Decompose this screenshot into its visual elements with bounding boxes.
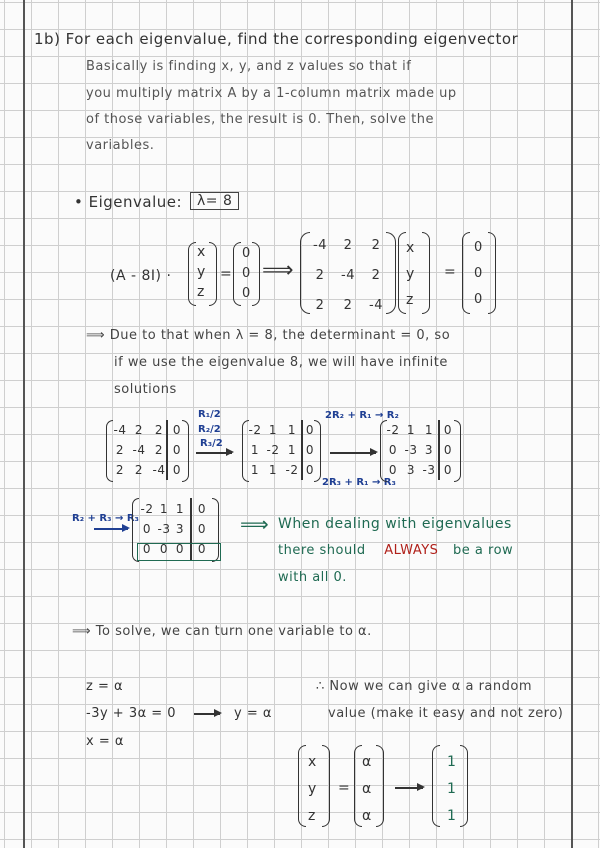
step-arrow [194,713,220,715]
step-eq: -3y + 3α = 0 [86,706,177,721]
matrix-cell: 0 [172,443,182,457]
callout-always: ALWAYS [384,543,439,558]
eigenvector-bracket-right [460,745,468,827]
intro-line-2: you multiply matrix A by a 1-column matrix made up [86,86,457,101]
final-z: z [308,808,316,824]
callout-line-1: When dealing with eigenvalues [278,516,512,532]
op-2r3-plus-r1: 2R₃ + R₁ → R₃ [322,477,396,488]
zero-3: 0 [242,286,251,301]
aug3-bracket-right [454,420,461,482]
eigenvector-bracket-left [432,745,440,827]
var-y-2: y [406,266,415,282]
matrix-cell: 0 [197,502,207,516]
note-line-2: if we use the eigenvalue 8, we will have infinite [114,355,448,370]
matrix-cell: 1 [287,423,297,437]
coefficient-matrix [306,238,390,313]
vector-bracket-right [209,242,217,306]
matrix-cell: 1 [287,443,297,457]
matrix-cell: 2 [134,423,144,437]
augmented-column-3 [442,423,454,477]
alpha-2: α [362,781,372,797]
op-r3-div2: R₃/2 [200,438,223,449]
matrix-cell: -3 [157,522,171,536]
matrix-cell: 3 [175,522,185,536]
matrix-cell: 0 [172,423,182,437]
matrix-cell: 2 [371,238,381,253]
section-heading: 1b) For each eigenvalue, find the corresponding eigenvector [34,30,519,48]
matrix-cell: 2 [134,463,144,477]
var-vector-bracket-left [398,232,406,314]
matrix-cell: 0 [197,542,207,556]
matrix-cell: 2 [315,298,325,313]
result-bracket-right [488,232,496,314]
op-r2-plus-r3: R₂ + R₃ → R₃ [72,513,139,524]
zero-vector-bracket-left [233,242,241,306]
final-equals: = [338,780,351,796]
intro-line-1: Basically is finding x, y, and z values so that if [86,59,412,74]
alpha-bracket-left [354,745,362,827]
right-margin-line [571,0,573,848]
matrix-cell: 1 [406,423,416,437]
matrix-cell: -3 [404,443,418,457]
matrix-cell: 0 [159,542,169,556]
augment-divider [301,420,303,480]
final-var-bracket-right [322,745,330,827]
op-2r2-plus-r1: 2R₂ + R₁ → R₂ [325,410,399,421]
vector-bracket-left [188,242,196,306]
matrix-cell: 0 [305,463,315,477]
matrix-cell: 0 [388,443,398,457]
matrix-cell: -4 [369,298,383,313]
intro-line-4: variables. [86,138,155,153]
matrix-cell: 1 [268,423,278,437]
matrix-cell: 2 [154,443,164,457]
matrix-cell: -2 [140,502,154,516]
alpha-3: α [362,808,372,824]
augment-divider [438,420,440,480]
augmented-matrix-1 [110,423,170,477]
matrix-cell: 0 [305,443,315,457]
matrix-cell: 2 [115,463,125,477]
matrix-cell: 2 [371,268,381,283]
matrix-cell: 0 [443,423,453,437]
callout-line-2-post: be a row [453,543,514,558]
matrix-cell: -4 [152,463,166,477]
now-line-1: ∴ Now we can give α a random [316,679,533,694]
zero-vector-bracket-right [252,242,260,306]
matrix-cell: -4 [113,423,127,437]
note-line-1: ⟹ Due to that when λ = 8, the determinant = 0, so [86,328,451,343]
eigenvector-3: 1 [447,808,457,824]
var-z: z [197,284,205,300]
matrix-cell: 0 [175,542,185,556]
result-bracket-left [462,232,470,314]
zero-row-highlight [137,543,221,561]
alpha-bracket-right [376,745,384,827]
final-x: x [308,754,317,770]
final-arrow [395,787,423,789]
solve-line: ⟹ To solve, we can turn one variable to α. [72,624,372,639]
matrix-cell: 2 [154,423,164,437]
matrix-cell: 1 [175,502,185,516]
matrix-cell: 0 [443,463,453,477]
op-r2-div2: R₂/2 [198,424,221,435]
matrix-cell: -4 [341,268,355,283]
result-zero-3: 0 [474,292,483,307]
reduce-arrow-1 [196,452,232,454]
reduce-arrow-2 [330,452,376,454]
matrix-cell: 0 [172,463,182,477]
callout-arrow: ⟹ [240,512,270,536]
matrix-cell: -4 [313,238,327,253]
equals-1: = [220,266,233,282]
augmented-matrix-2 [246,423,302,477]
equals-2: = [444,264,457,280]
final-var-bracket-left [298,745,306,827]
matrix-cell: 2 [343,298,353,313]
left-margin-line [23,0,25,848]
equation-lhs: (A - 8I) · [110,268,172,284]
result-zero-2: 0 [474,266,483,281]
matrix-cell: -2 [266,443,280,457]
alpha-1: α [362,754,372,770]
note-line-3: solutions [114,382,177,397]
result-zero-1: 0 [474,240,483,255]
zero-1: 0 [242,246,251,261]
step-x: x = α [86,734,124,749]
matrix-cell: 0 [142,522,152,536]
var-vector-bracket-right [422,232,430,314]
matrix-cell: 1 [159,502,169,516]
implies-arrow: ⟹ [262,258,295,283]
step-z: z = α [86,679,124,694]
aug2-bracket-right [314,420,321,482]
matrix-cell: -4 [132,443,146,457]
callout-line-2 [278,543,513,558]
aug1-bracket-right [182,420,189,482]
var-z-2: z [406,292,414,308]
matrix-cell: 0 [142,542,152,556]
matrix-cell: 0 [443,443,453,457]
matrix-cell: 2 [315,268,325,283]
augmented-matrix-3 [384,423,438,477]
matrix-cell: 3 [406,463,416,477]
reduce-arrow-3 [94,528,128,530]
matrix-cell: 0 [197,522,207,536]
now-line-2: value (make it easy and not zero) [328,706,564,721]
callout-line-2-pre: there should [278,543,366,558]
matrix-cell: 3 [424,443,434,457]
zero-2: 0 [242,266,251,281]
matrix-cell: 1 [424,423,434,437]
var-x-2: x [406,240,415,256]
matrix-cell: -2 [285,463,299,477]
matrix-cell: -3 [422,463,436,477]
step-y: y = α [234,706,272,721]
lambda-box: λ= 8 [190,192,239,210]
matrix-cell: -2 [248,423,262,437]
matrix-cell: -2 [386,423,400,437]
matrix-cell: 1 [268,463,278,477]
matrix-cell: 0 [388,463,398,477]
var-x: x [197,244,206,260]
eigenvector-1: 1 [447,754,457,770]
matrix-cell: 0 [305,423,315,437]
callout-line-3: with all 0. [278,570,347,585]
matrix-cell: 1 [250,463,260,477]
matrix-cell: 2 [115,443,125,457]
matrix-cell: 2 [343,238,353,253]
matrix-cell: 1 [250,443,260,457]
intro-line-3: of those variables, the result is 0. Then, solve the [86,112,434,127]
var-y: y [197,264,206,280]
matrix-bracket-right [386,232,396,314]
op-r1-div2: R₁/2 [198,409,221,420]
final-y: y [308,781,317,797]
eigenvector-2: 1 [447,781,457,797]
augment-divider [166,420,168,480]
eigenvalue-label: • Eigenvalue: [74,193,183,211]
